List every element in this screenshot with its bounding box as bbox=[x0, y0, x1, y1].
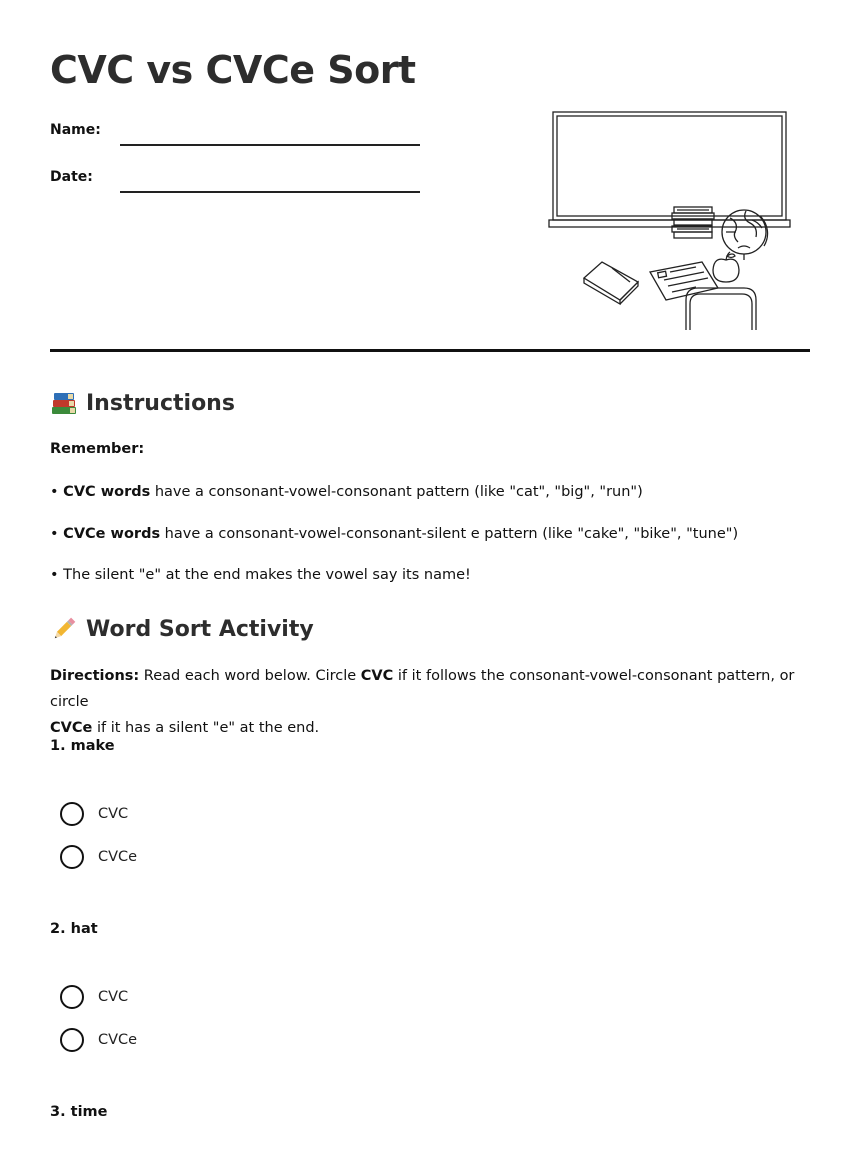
directions-text: if it follows the consonant-vowel-consonant pattern, or circle bbox=[50, 668, 795, 710]
directions-cvce: CVCe bbox=[50, 720, 93, 736]
chalkboard-inner bbox=[557, 116, 782, 216]
radio-circle[interactable] bbox=[60, 1028, 84, 1052]
date-field bbox=[50, 169, 420, 185]
option-label: CVCe bbox=[98, 1032, 138, 1048]
directions-text: Read each word below. Circle bbox=[139, 668, 361, 684]
instruction-bullet-silent-e bbox=[50, 567, 471, 583]
radio-circle[interactable] bbox=[60, 802, 84, 826]
answer-option[interactable] bbox=[60, 985, 128, 1009]
instructions-heading bbox=[50, 390, 235, 416]
answer-option[interactable] bbox=[60, 845, 137, 869]
notebook-icon bbox=[584, 262, 638, 304]
option-label: CVC bbox=[98, 806, 129, 822]
question-label: 1. make bbox=[50, 738, 115, 754]
bullet-mark: • bbox=[50, 567, 59, 583]
chalkboard-frame bbox=[553, 112, 786, 220]
cvc-words-term: CVC words bbox=[63, 484, 151, 500]
answer-option[interactable] bbox=[60, 1028, 137, 1052]
chair-icon bbox=[686, 288, 756, 330]
cvce-words-term: CVCe words bbox=[63, 526, 161, 542]
date-label: Date: bbox=[50, 169, 93, 185]
instruction-bullet-cvce bbox=[50, 526, 738, 542]
question-label: 3. time bbox=[50, 1104, 108, 1120]
bullet-mark: • bbox=[50, 526, 59, 542]
radio-circle[interactable] bbox=[60, 985, 84, 1009]
book-stack-icon bbox=[672, 207, 714, 238]
cvc-words-description: have a consonant-vowel-consonant pattern (like "cat", "big", "run") bbox=[150, 484, 643, 500]
instruction-bullet-cvc bbox=[50, 484, 643, 500]
header-divider bbox=[50, 349, 810, 352]
activity-heading-text: Word Sort Activity bbox=[86, 616, 314, 642]
option-label: CVCe bbox=[98, 849, 138, 865]
option-label: CVC bbox=[98, 989, 129, 1005]
activity-heading bbox=[50, 615, 314, 643]
bullet-mark: • bbox=[50, 484, 59, 500]
silent-e-note: The silent "e" at the end makes the vowel say its name! bbox=[58, 567, 471, 583]
apple-icon bbox=[713, 252, 739, 282]
question-label: 2. hat bbox=[50, 921, 98, 937]
directions-cvc: CVC bbox=[360, 668, 394, 684]
classroom-illustration bbox=[546, 108, 794, 334]
instructions-heading-text: Instructions bbox=[86, 390, 235, 416]
remember-label: Remember: bbox=[50, 441, 145, 457]
cvce-words-description: have a consonant-vowel-consonant-silent e pattern (like "cake", "bike", "tune") bbox=[160, 526, 739, 542]
activity-directions bbox=[50, 663, 820, 741]
name-input-line[interactable] bbox=[120, 144, 420, 146]
name-label: Name: bbox=[50, 122, 101, 138]
pencil-icon bbox=[50, 615, 78, 643]
answer-option[interactable] bbox=[60, 802, 128, 826]
date-input-line[interactable] bbox=[120, 191, 420, 193]
name-field bbox=[50, 122, 420, 138]
radio-circle[interactable] bbox=[60, 845, 84, 869]
directions-label: Directions: bbox=[50, 668, 140, 684]
directions-text: if it has a silent "e" at the end. bbox=[92, 720, 320, 736]
books-icon bbox=[50, 390, 78, 416]
page-title: CVC vs CVCe Sort bbox=[50, 48, 416, 92]
